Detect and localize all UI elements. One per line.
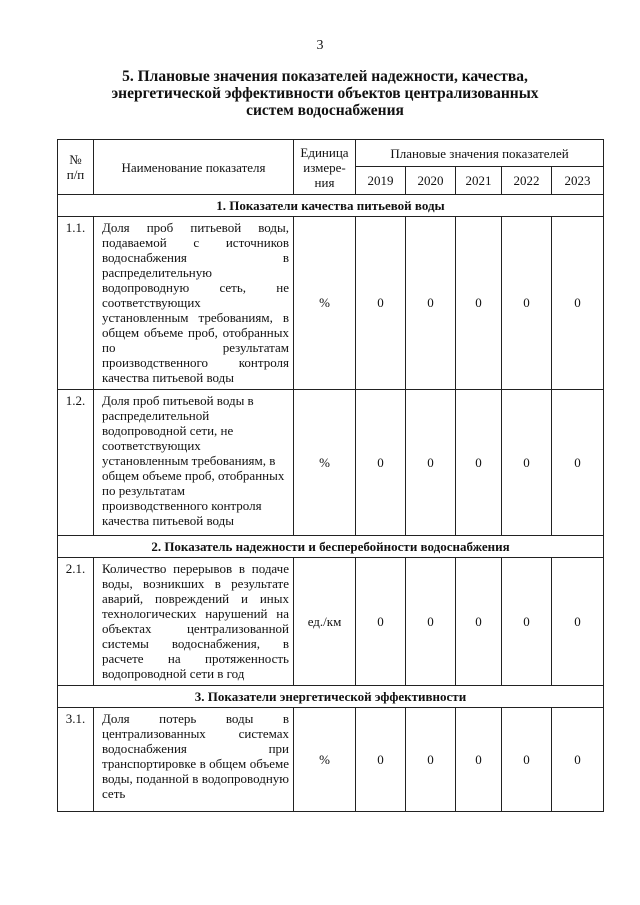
unit-value: %: [294, 217, 356, 390]
planned-value: 0: [356, 390, 406, 536]
header-year: 2020: [406, 167, 456, 195]
heading-line: энергетической эффективности объектов централизованных: [111, 85, 539, 102]
header-year: 2023: [552, 167, 604, 195]
unit-value: %: [294, 708, 356, 812]
planned-value: 0: [502, 390, 552, 536]
header-planned: Плановые значения показателей: [356, 140, 604, 167]
planned-value: 0: [502, 217, 552, 390]
table-row: [58, 217, 604, 390]
header-year: 2021: [456, 167, 502, 195]
planned-value: 0: [552, 217, 604, 390]
planned-value: 0: [456, 708, 502, 812]
page-number: 3: [316, 38, 324, 53]
planned-value: 0: [552, 708, 604, 812]
planned-value: 0: [356, 708, 406, 812]
planned-value: 0: [552, 558, 604, 686]
planned-value: 0: [406, 708, 456, 812]
heading-line: систем водоснабжения: [246, 102, 404, 119]
indicators-table: [57, 139, 604, 812]
planned-value: 0: [456, 558, 502, 686]
indicator-name: Доля потерь воды в централизованных системах водоснабжения при транспортировке в общем объеме воды, поданной в водопроводную сеть: [94, 708, 294, 812]
indicator-name: Доля проб питьевой воды в распределительной водопроводной сети, не соответствующих установленным требованиям, в общем объеме проб, отобранных по результатам производственного контроля качества питьевой воды: [94, 390, 294, 536]
row-number: 1.2.: [58, 390, 94, 536]
section-title: 2. Показатель надежности и бесперебойности водоснабжения: [58, 536, 604, 558]
header-name: Наименование показателя: [94, 140, 294, 195]
row-number: 1.1.: [58, 217, 94, 390]
header-num: № п/п: [58, 140, 94, 195]
indicator-name: Доля проб питьевой воды, подаваемой с источников водоснабжения в распределительную водопроводную сеть, не соответствующих установленным требованиям, в общем объеме проб, отобранных по результатам производственного контроля качества питьевой воды: [94, 217, 294, 390]
section-title: 1. Показатели качества питьевой воды: [58, 195, 604, 217]
planned-value: 0: [406, 390, 456, 536]
indicator-name: Количество перерывов в подаче воды, возникших в результате аварий, повреждений и иных технологических нарушений на объектах централизованной системы водоснабжения, в расчете на протяженность водопроводной сети в год: [94, 558, 294, 686]
section-title: 3. Показатели энергетической эффективности: [58, 686, 604, 708]
planned-value: 0: [456, 217, 502, 390]
header-year: 2022: [502, 167, 552, 195]
row-number: 2.1.: [58, 558, 94, 686]
section-heading: [90, 68, 560, 119]
planned-value: 0: [552, 390, 604, 536]
header-unit: Единица измере-ния: [294, 140, 356, 195]
section-row: [58, 195, 604, 217]
planned-value: 0: [356, 558, 406, 686]
table-row: [58, 558, 604, 686]
section-row: [58, 536, 604, 558]
unit-value: %: [294, 390, 356, 536]
planned-value: 0: [356, 217, 406, 390]
header-year: 2019: [356, 167, 406, 195]
section-row: [58, 686, 604, 708]
table-row: [58, 708, 604, 812]
planned-value: 0: [502, 558, 552, 686]
row-number: 3.1.: [58, 708, 94, 812]
table-row: [58, 390, 604, 536]
planned-value: 0: [406, 558, 456, 686]
planned-value: 0: [502, 708, 552, 812]
heading-line: 5. Плановые значения показателей надежности, качества,: [122, 68, 528, 85]
unit-value: ед./км: [294, 558, 356, 686]
planned-value: 0: [406, 217, 456, 390]
planned-value: 0: [456, 390, 502, 536]
